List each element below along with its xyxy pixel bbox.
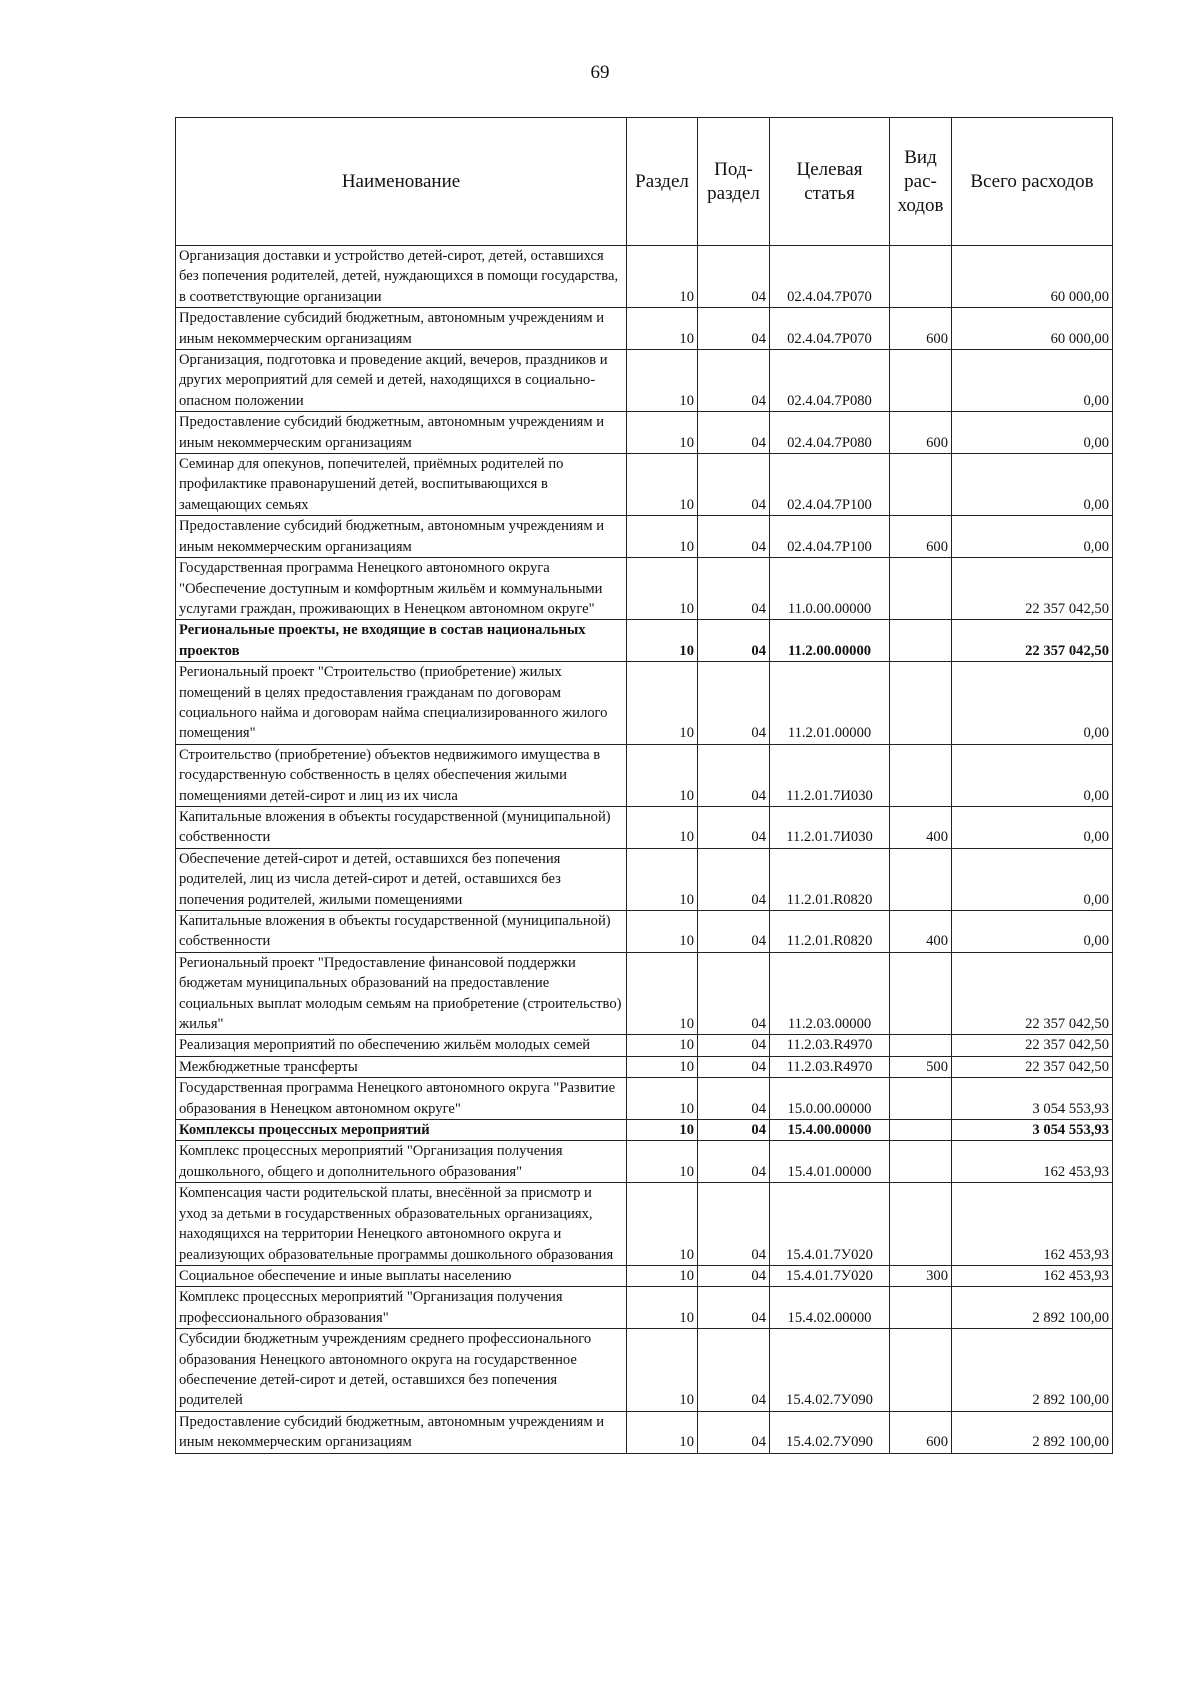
row-total: 0,00 [952, 806, 1113, 848]
table-row [176, 1265, 1113, 1286]
row-razdel: 10 [627, 412, 698, 454]
row-name: Государственная программа Ненецкого автономного округа "Развитие образования в Ненецком автономном округе" [176, 1078, 627, 1120]
row-razdel: 10 [627, 1265, 698, 1286]
row-name: Государственная программа Ненецкого автономного округа "Обеспечение доступным и комфортным жильём и коммунальными услугами граждан, проживающих в Ненецком автономном округе" [176, 558, 627, 620]
row-celevaya: 15.4.00.00000 [770, 1120, 890, 1141]
row-vid [890, 246, 952, 308]
row-total: 2 892 100,00 [952, 1411, 1113, 1453]
row-total: 0,00 [952, 848, 1113, 910]
table-row [176, 662, 1113, 745]
row-vid [890, 454, 952, 516]
row-podrazdel: 04 [698, 1265, 770, 1286]
row-celevaya: 11.2.01.00000 [770, 662, 890, 745]
row-vid [890, 952, 952, 1035]
row-celevaya: 02.4.04.7Р070 [770, 246, 890, 308]
row-razdel: 10 [627, 952, 698, 1035]
page-number: 69 [590, 62, 610, 83]
row-name: Межбюджетные трансферты [176, 1056, 627, 1077]
row-razdel: 10 [627, 1141, 698, 1183]
row-celevaya: 15.4.01.7У020 [770, 1183, 890, 1266]
row-razdel: 10 [627, 516, 698, 558]
row-name: Предоставление субсидий бюджетным, автономным учреждениям и иным некоммерческим организациям [176, 1411, 627, 1453]
header-podrazdel: Под-раздел [698, 118, 770, 246]
row-razdel: 10 [627, 1329, 698, 1412]
row-vid [890, 1120, 952, 1141]
row-total: 60 000,00 [952, 246, 1113, 308]
row-podrazdel: 04 [698, 246, 770, 308]
row-name: Предоставление субсидий бюджетным, автономным учреждениям и иным некоммерческим организациям [176, 308, 627, 350]
row-celevaya: 15.4.02.00000 [770, 1287, 890, 1329]
row-vid: 600 [890, 412, 952, 454]
row-name: Семинар для опекунов, попечителей, приёмных родителей по профилактике правонарушений детей, воспитывающихся в замещающих семьях [176, 454, 627, 516]
row-podrazdel: 04 [698, 1183, 770, 1266]
table-row [176, 744, 1113, 806]
row-razdel: 10 [627, 1056, 698, 1077]
row-vid: 600 [890, 1411, 952, 1453]
row-razdel: 10 [627, 246, 698, 308]
row-razdel: 10 [627, 662, 698, 745]
row-total: 22 357 042,50 [952, 952, 1113, 1035]
row-name: Реализация мероприятий по обеспечению жильём молодых семей [176, 1035, 627, 1056]
table-row [176, 412, 1113, 454]
row-razdel: 10 [627, 911, 698, 953]
row-total: 0,00 [952, 516, 1113, 558]
row-celevaya: 11.2.01.R0820 [770, 848, 890, 910]
table-row [176, 1183, 1113, 1266]
row-name: Капитальные вложения в объекты государственной (муниципальной) собственности [176, 806, 627, 848]
row-podrazdel: 04 [698, 952, 770, 1035]
row-celevaya: 11.2.03.R4970 [770, 1056, 890, 1077]
table-row [176, 350, 1113, 412]
row-podrazdel: 04 [698, 558, 770, 620]
row-vid: 600 [890, 308, 952, 350]
header-name: Наименование [176, 118, 627, 246]
row-celevaya: 02.4.04.7Р080 [770, 350, 890, 412]
row-name: Обеспечение детей-сирот и детей, оставшихся без попечения родителей, лиц из числа детей-сирот и детей, оставшихся без попечения родителей, жилыми помещениями [176, 848, 627, 910]
table-row [176, 1035, 1113, 1056]
table-row [176, 246, 1113, 308]
row-podrazdel: 04 [698, 1287, 770, 1329]
table-row [176, 1078, 1113, 1120]
row-razdel: 10 [627, 744, 698, 806]
header-vid: Вид рас-ходов [890, 118, 952, 246]
table-row [176, 516, 1113, 558]
row-total: 2 892 100,00 [952, 1329, 1113, 1412]
row-celevaya: 11.2.01.7И030 [770, 806, 890, 848]
row-total: 0,00 [952, 454, 1113, 516]
row-total: 0,00 [952, 412, 1113, 454]
table-row [176, 1120, 1113, 1141]
row-vid: 500 [890, 1056, 952, 1077]
row-vid: 400 [890, 911, 952, 953]
row-vid [890, 1141, 952, 1183]
row-podrazdel: 04 [698, 1329, 770, 1412]
row-razdel: 10 [627, 1183, 698, 1266]
row-name: Комплексы процессных мероприятий [176, 1120, 627, 1141]
budget-table [175, 117, 1113, 1454]
row-podrazdel: 04 [698, 1056, 770, 1077]
row-name: Организация, подготовка и проведение акций, вечеров, праздников и других мероприятий для семей и детей, находящихся в социально-опасном положении [176, 350, 627, 412]
row-celevaya: 02.4.04.7Р100 [770, 454, 890, 516]
row-total: 22 357 042,50 [952, 558, 1113, 620]
row-podrazdel: 04 [698, 308, 770, 350]
row-podrazdel: 04 [698, 350, 770, 412]
row-total: 0,00 [952, 350, 1113, 412]
row-total: 22 357 042,50 [952, 1056, 1113, 1077]
row-razdel: 10 [627, 1120, 698, 1141]
row-podrazdel: 04 [698, 516, 770, 558]
row-total: 60 000,00 [952, 308, 1113, 350]
row-total: 162 453,93 [952, 1265, 1113, 1286]
row-vid [890, 1183, 952, 1266]
row-celevaya: 11.2.00.00000 [770, 620, 890, 662]
row-razdel: 10 [627, 1411, 698, 1453]
row-vid [890, 350, 952, 412]
header-row [176, 118, 1113, 246]
row-name: Комплекс процессных мероприятий "Организация получения профессионального образования" [176, 1287, 627, 1329]
table-row [176, 1141, 1113, 1183]
row-celevaya: 02.4.04.7Р080 [770, 412, 890, 454]
row-name: Региональные проекты, не входящие в состав национальных проектов [176, 620, 627, 662]
row-razdel: 10 [627, 1287, 698, 1329]
row-name: Организация доставки и устройство детей-сирот, детей, оставшихся без попечения родителей, детей, нуждающихся в помощи государства, в соответствующие организации [176, 246, 627, 308]
table-row [176, 1329, 1113, 1412]
row-podrazdel: 04 [698, 620, 770, 662]
row-name: Субсидии бюджетным учреждениям среднего профессионального образования Ненецкого автономного округа на государственное обеспечение детей-сирот и детей, оставшихся без попечения родителей [176, 1329, 627, 1412]
table-row [176, 454, 1113, 516]
row-name: Предоставление субсидий бюджетным, автономным учреждениям и иным некоммерческим организациям [176, 516, 627, 558]
table-row [176, 1411, 1113, 1453]
row-razdel: 10 [627, 848, 698, 910]
row-celevaya: 11.2.01.7И030 [770, 744, 890, 806]
row-celevaya: 11.0.00.00000 [770, 558, 890, 620]
row-vid [890, 620, 952, 662]
table-row [176, 1056, 1113, 1077]
row-vid: 400 [890, 806, 952, 848]
row-celevaya: 02.4.04.7Р100 [770, 516, 890, 558]
row-total: 162 453,93 [952, 1141, 1113, 1183]
row-razdel: 10 [627, 558, 698, 620]
row-podrazdel: 04 [698, 662, 770, 745]
table-row [176, 806, 1113, 848]
row-podrazdel: 04 [698, 744, 770, 806]
row-razdel: 10 [627, 1078, 698, 1120]
row-vid [890, 848, 952, 910]
row-name: Социальное обеспечение и иные выплаты населению [176, 1265, 627, 1286]
table-row [176, 911, 1113, 953]
row-celevaya: 15.4.01.00000 [770, 1141, 890, 1183]
row-vid [890, 1078, 952, 1120]
row-celevaya: 15.4.01.7У020 [770, 1265, 890, 1286]
row-razdel: 10 [627, 350, 698, 412]
row-name: Компенсация части родительской платы, внесённой за присмотр и уход за детьми в государственных образовательных организациях, находящихся на территории Ненецкого автономного округа и реализующих образовательные программы дошкольного образования [176, 1183, 627, 1266]
row-total: 3 054 553,93 [952, 1120, 1113, 1141]
table-row [176, 558, 1113, 620]
row-podrazdel: 04 [698, 1078, 770, 1120]
table-row [176, 308, 1113, 350]
table-body [176, 246, 1113, 1454]
row-name: Комплекс процессных мероприятий "Организация получения дошкольного, общего и дополнительного образования" [176, 1141, 627, 1183]
row-vid [890, 1287, 952, 1329]
row-podrazdel: 04 [698, 806, 770, 848]
row-podrazdel: 04 [698, 1411, 770, 1453]
row-celevaya: 15.4.02.7У090 [770, 1411, 890, 1453]
row-total: 0,00 [952, 662, 1113, 745]
table-row [176, 1287, 1113, 1329]
row-celevaya: 11.2.03.R4970 [770, 1035, 890, 1056]
row-total: 3 054 553,93 [952, 1078, 1113, 1120]
row-podrazdel: 04 [698, 454, 770, 516]
row-podrazdel: 04 [698, 1120, 770, 1141]
row-razdel: 10 [627, 308, 698, 350]
table-row [176, 848, 1113, 910]
row-celevaya: 11.2.01.R0820 [770, 911, 890, 953]
row-celevaya: 15.4.02.7У090 [770, 1329, 890, 1412]
row-vid [890, 1035, 952, 1056]
row-razdel: 10 [627, 1035, 698, 1056]
table-row [176, 952, 1113, 1035]
row-podrazdel: 04 [698, 1035, 770, 1056]
row-vid [890, 558, 952, 620]
row-total: 0,00 [952, 911, 1113, 953]
row-vid: 300 [890, 1265, 952, 1286]
row-podrazdel: 04 [698, 1141, 770, 1183]
row-vid [890, 662, 952, 745]
row-total: 0,00 [952, 744, 1113, 806]
header-celevaya: Целевая статья [770, 118, 890, 246]
header-total: Всего расходов [952, 118, 1113, 246]
row-vid [890, 744, 952, 806]
row-podrazdel: 04 [698, 412, 770, 454]
row-celevaya: 11.2.03.00000 [770, 952, 890, 1035]
row-vid [890, 1329, 952, 1412]
row-total: 22 357 042,50 [952, 1035, 1113, 1056]
row-name: Региональный проект "Предоставление финансовой поддержки бюджетам муниципальных образований на предоставление социальных выплат молодым семьям на приобретение (строительство) жилья" [176, 952, 627, 1035]
row-name: Региональный проект "Строительство (приобретение) жилых помещений в целях предоставления гражданам по договорам социального найма и договорам найма специализированного жилого помещения" [176, 662, 627, 745]
row-name: Предоставление субсидий бюджетным, автономным учреждениям и иным некоммерческим организациям [176, 412, 627, 454]
row-razdel: 10 [627, 454, 698, 516]
row-podrazdel: 04 [698, 848, 770, 910]
row-total: 2 892 100,00 [952, 1287, 1113, 1329]
row-name: Строительство (приобретение) объектов недвижимого имущества в государственную собственность в целях обеспечения жилыми помещениями детей-сирот и лиц из их числа [176, 744, 627, 806]
header-razdel: Раздел [627, 118, 698, 246]
row-razdel: 10 [627, 620, 698, 662]
row-celevaya: 15.0.00.00000 [770, 1078, 890, 1120]
row-razdel: 10 [627, 806, 698, 848]
row-name: Капитальные вложения в объекты государственной (муниципальной) собственности [176, 911, 627, 953]
row-celevaya: 02.4.04.7Р070 [770, 308, 890, 350]
table-row [176, 620, 1113, 662]
row-total: 22 357 042,50 [952, 620, 1113, 662]
row-vid: 600 [890, 516, 952, 558]
row-podrazdel: 04 [698, 911, 770, 953]
row-total: 162 453,93 [952, 1183, 1113, 1266]
